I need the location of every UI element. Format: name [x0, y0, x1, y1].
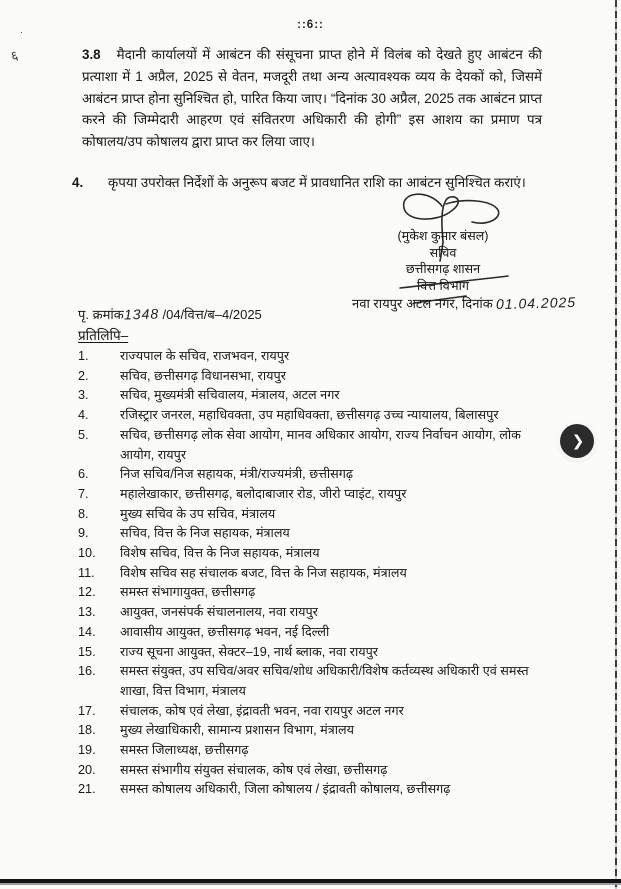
item-text: विशेष सचिव, वित्त के निज सहायक, मंत्रालय	[120, 546, 320, 561]
list-item	[78, 524, 552, 544]
item-number: 15.	[78, 644, 96, 659]
list-item	[78, 702, 552, 722]
item-number: 8.	[78, 506, 89, 521]
date-handwritten: 01.04.2025	[496, 293, 577, 313]
item-number: 19.	[78, 743, 96, 758]
reference-prefix: पृ. क्रमांक	[78, 307, 124, 322]
item-text: आवासीय आयुक्त, छत्तीसगढ़ भवन, नई दिल्ली	[120, 624, 330, 639]
list-item	[78, 780, 552, 800]
item-text: रजिस्ट्रार जनरल, महाधिवक्ता, उप महाधिवक्ता, छत्तीसगढ़ उच्च न्यायालय, बिलासपुर	[120, 408, 499, 423]
item-text: सचिव, मुख्यमंत्री सचिवालय, मंत्रालय, अटल नगर	[120, 388, 340, 403]
item-number: 7.	[78, 486, 89, 501]
reference-line	[78, 305, 262, 323]
copy-heading: प्रतिलिपि–	[78, 328, 129, 343]
reference-number-handwritten: 1348	[123, 305, 160, 323]
item-number: 12.	[78, 585, 96, 600]
item-number: 2.	[78, 368, 89, 383]
item-number: 16.	[78, 664, 96, 679]
item-text: सचिव, छत्तीसगढ़ लोक सेवा आयोग, मानव अधिकार आयोग, राज्य निर्वाचन आयोग, लोक आयोग, रायपुर	[120, 427, 521, 462]
list-item	[78, 603, 552, 623]
item-text: महालेखाकार, छत्तीसगढ़, बलोदाबाजार रोड, जीरो प्वाइंट, रायपुर	[120, 486, 407, 501]
item-text: मुख्य लेखाधिकारी, सामान्य प्रशासन विभाग, मंत्रालय	[120, 723, 355, 738]
list-item	[78, 721, 552, 741]
list-item	[78, 544, 552, 564]
item-number: 14.	[78, 624, 96, 639]
list-item	[78, 426, 552, 465]
copy-list	[78, 347, 552, 800]
signature-block	[368, 228, 518, 294]
item-text: संचालक, कोष एवं लेखा, इंद्रावती भवन, नवा रायपुर अटल नगर	[120, 703, 404, 718]
item-text: सचिव, छत्तीसगढ़ विधानसभा, रायपुर	[120, 368, 286, 383]
item-text: समस्त संभागायुक्त, छत्तीसगढ़	[120, 585, 256, 600]
item-text: समस्त संयुक्त, उप सचिव/अवर सचिव/शोध अधिकारी/विशेष कर्तव्यस्थ अधिकारी एवं समस्त शाखा, वित्त विभाग, मंत्रालय	[120, 664, 529, 698]
item-text: सचिव, वित्त के निज सहायक, मंत्रालय	[120, 526, 290, 541]
item-number: 10.	[78, 546, 96, 561]
item-text: आयुक्त, जनसंपर्क संचालनालय, नवा रायपुर	[120, 605, 318, 620]
signatory-org-line1: छत्तीसगढ़ शासन	[405, 262, 481, 277]
item-text: मुख्य सचिव के उप सचिव, मंत्रालय	[120, 506, 276, 521]
signatory-designation: सचिव	[429, 245, 457, 260]
ink-mark: ·	[18, 26, 25, 38]
list-item	[78, 761, 552, 781]
paragraph-3-8	[82, 44, 542, 153]
signatory-org-line2: वित्त विभाग	[417, 278, 469, 293]
scan-bottom-edge-shadow	[0, 883, 621, 885]
list-item	[78, 406, 552, 426]
paragraph-number: 3.8	[82, 47, 101, 62]
item-number: 4.	[78, 408, 89, 423]
item-number: 21.	[78, 782, 96, 797]
item-text: समस्त जिलाध्यक्ष, छत्तीसगढ़	[120, 743, 249, 758]
item-text: समस्त कोषालय अधिकारी, जिला कोषालय / इंद्रावती कोषालय, छत्तीसगढ़	[120, 782, 451, 797]
item-number: 5.	[78, 427, 89, 442]
item-number: 18.	[78, 723, 96, 738]
list-item	[78, 347, 552, 367]
chevron-right-icon: ❯	[571, 431, 585, 450]
list-item	[78, 367, 552, 387]
item-text: राज्यपाल के सचिव, राजभवन, रायपुर	[120, 349, 290, 363]
list-item	[78, 564, 552, 584]
list-item	[78, 583, 552, 603]
signatory-name: (मुकेश कुमार बंसल)	[397, 229, 489, 243]
next-page-button[interactable]	[560, 424, 594, 458]
list-item	[78, 465, 552, 485]
list-item	[78, 386, 552, 406]
item-text: राज्य सूचना आयुक्त, सेक्टर–19, नार्थ ब्लाक, नवा रायपुर	[120, 644, 378, 659]
page-number: ::6::	[297, 19, 324, 31]
reference-suffix: /04/वित्त/ब–4/2025	[158, 307, 262, 322]
paragraph-text: कृपया उपरोक्त निर्देशों के अनुरूप बजट में प्रावधानित राशि का आबंटन सुनिश्चित कराएं।	[108, 175, 526, 190]
place-date-text: नवा रायपुर अटल नगर, दिनांक	[352, 296, 497, 311]
item-text: निज सचिव/निज सहायक, मंत्री/राज्यमंत्री, छत्तीसगढ़	[120, 467, 354, 482]
item-number: 20.	[78, 762, 96, 777]
item-text: समस्त संभागीय संयुक्त संचालक, कोष एवं लेखा, छत्तीसगढ़	[120, 762, 388, 777]
paragraph-text: मैदानी कार्यालयों में आबंटन की संसूचना प्राप्त होने में विलंब को देखते हुए आबंटन की प्रत्याशा में 1 अप्रैल, 2025 से वेतन, मजदूरी तथा अन्य अत्यावश्यक व्यय के देयकों को, जिसमें आबंटन प्राप्त होना सुनिश्चित हो, पारित किया जाए। “दिनांक 30 अप्रैल, 2025 तक आबंटन प्राप्त करने की जिम्मेदारी आहरण एवं संवितरण अधिकारी की होगी” इस आशय का प्रमाण पत्र कोषालय/उप कोषालय द्वारा प्राप्त कर लिया जाए।	[82, 47, 542, 150]
item-number: 6.	[78, 467, 89, 482]
item-number: 3.	[78, 388, 89, 403]
item-number: 13.	[78, 605, 96, 620]
ink-mark: ६	[9, 47, 20, 64]
paragraph-number: 4.	[72, 175, 84, 190]
list-item	[78, 623, 552, 643]
list-item	[78, 643, 552, 663]
item-text: विशेष सचिव सह संचालक बजट, वित्त के निज सहायक, मंत्रालय	[120, 565, 407, 580]
place-date-line	[352, 294, 576, 312]
list-item	[78, 662, 552, 701]
list-item	[78, 505, 552, 525]
scan-edge-line	[615, 0, 617, 889]
list-item	[78, 485, 552, 505]
item-number: 11.	[78, 565, 95, 580]
list-item	[78, 741, 552, 761]
item-number: 17.	[78, 703, 96, 718]
item-number: 1.	[78, 349, 89, 363]
item-number: 9.	[78, 526, 89, 541]
